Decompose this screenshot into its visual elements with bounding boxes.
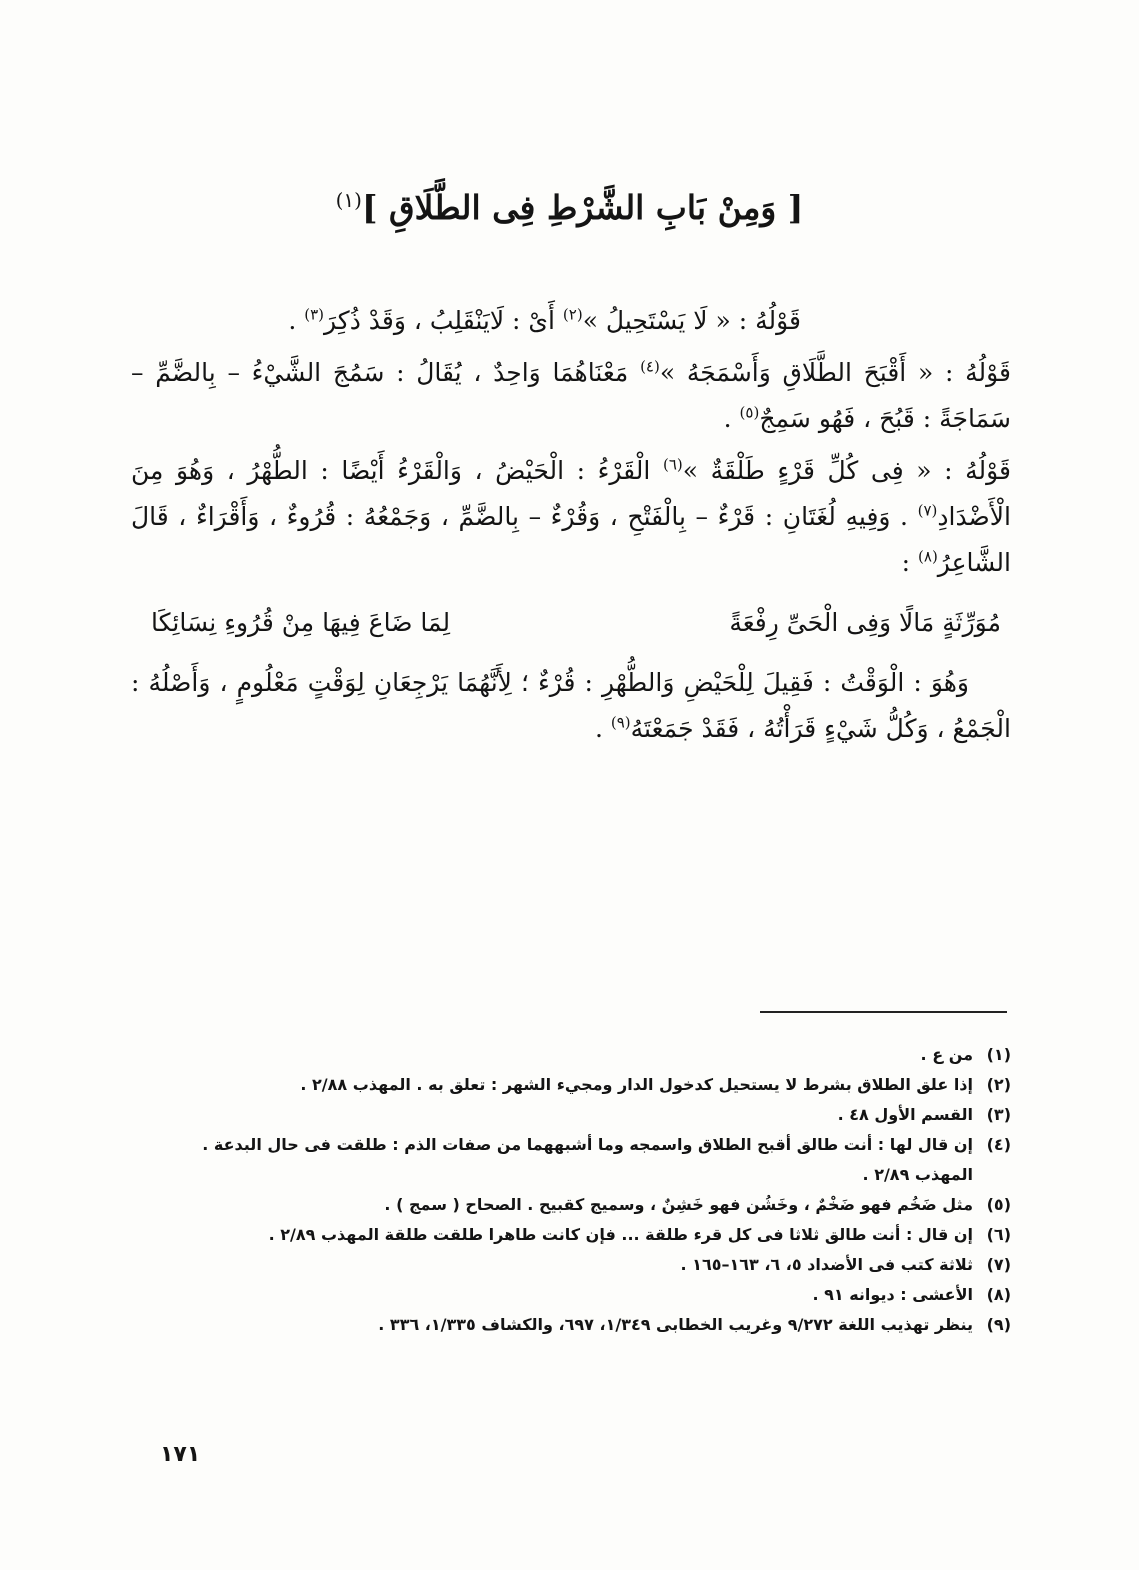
footnote-4 <box>131 1130 1011 1190</box>
footnote-number: (٢) <box>986 1075 1011 1094</box>
footnote-ref-9[interactable]: (٩) <box>610 713 631 732</box>
section-title-text: [ وَمِنْ بَابِ الشَّرْطِ فِى الطَّلَاقِ ] <box>361 188 804 227</box>
footnote-ref-4[interactable]: (٤) <box>640 357 660 376</box>
footnote-ref-3[interactable]: (٣) <box>304 305 324 324</box>
paragraph-2 <box>131 350 1011 442</box>
footnote-ref-2[interactable]: (٢) <box>562 305 583 324</box>
footnote-number: (١) <box>986 1045 1011 1064</box>
footnote-number: (٤) <box>986 1135 1011 1154</box>
footnote-text: إن قال : أنت طالق ثلاثا فى كل قرء طلقة ... فإن كانت طاهرا طلقت طلقة المهذب ٢/٨٩ . <box>268 1225 973 1244</box>
paragraph-3 <box>131 448 1011 586</box>
paragraph-3-text-cont: . وَفِيهِ لُغَتَانِ : قَرْءٌ – بِالْفَتْحِ ، وَقُرْءٌ – بِالضَّمِّ ، وَجَمْعُهُ : قُرُوءٌ ، وَأَقْرَاءٌ ، قَالَ الشَّاعِرُ <box>131 502 1011 577</box>
paragraph-3-text: الْقَرْءُ : الْحَيْضُ ، وَالْقَرْءُ أَيْضًا : الطُّهْرُ ، وَهُوَ مِنَ الْأَضْدَادِ <box>131 456 1011 531</box>
footnote-text: إن قال لها : أنت طالق أقبح الطلاق واسمجه وما أشبههما من صفات الذم : طلقت فى حال البدعة . <box>202 1135 973 1154</box>
paragraph-4 <box>131 660 1011 752</box>
paragraph-4-text: وَهُوَ : الْوَقْتُ : فَقِيلَ لِلْحَيْضِ وَالطُّهْرِ : قُرْءٌ ؛ لِأَنَّهُمَا يَرْجِعَانِ لِوَقْتٍ مَعْلُومٍ ، وَأَصْلُهُ : الْجَمْعُ ، وَكُلُّ شَيْءٍ قَرَأْتُهُ ، فَقَدْ جَمَعْتَهُ <box>131 668 1011 743</box>
footnote-text: مثل ضَخُم فهو ضَخْمٌ ، وخَشُن فهو خَشِنٌ ، وسميج كقبيح . الصحاح ( سمج ) . <box>384 1195 973 1214</box>
poetry-verse <box>131 600 1011 650</box>
footnote-text: ينظر تهذيب اللغة ٩/٢٧٢ وغريب الخطابى ١/٣٤٩، ٦٩٧، والكشاف ١/٣٣٥، ٣٣٦ . <box>378 1315 973 1334</box>
footnote-number: (٩) <box>986 1315 1011 1334</box>
paragraph-3-end: : <box>901 548 919 577</box>
footnote-text: إذا علق الطلاق بشرط لا يستحيل كدخول الدار ومجيء الشهر : تعلق به . المهذب ٢/٨٨ . <box>300 1075 973 1094</box>
footnote-2 <box>131 1070 1011 1100</box>
paragraph-1-end: . <box>288 306 305 335</box>
paragraph-4-end: . <box>594 714 611 743</box>
footnote-ref-7[interactable]: (٧) <box>917 501 938 520</box>
page-number: ١٧١ <box>160 1442 201 1467</box>
footnote-5 <box>131 1190 1011 1220</box>
footnote-7 <box>131 1250 1011 1280</box>
paragraph-2-text: مَعْنَاهُمَا وَاحِدٌ ، يُقَالُ : سَمُجَ الشَّيْءُ – بِالضَّمِّ – سَمَاجَةً : قَبُحَ ، فَهُو سَمِجٌ <box>131 358 1011 433</box>
footnote-text-continuation: المهذب ٢/٨٩ . <box>862 1165 973 1184</box>
footnote-1 <box>131 1040 1011 1070</box>
footnote-number: (٦) <box>986 1225 1011 1244</box>
footnote-number: (٣) <box>986 1105 1011 1124</box>
footnotes <box>131 1040 1011 1340</box>
footnote-divider <box>760 1011 1007 1013</box>
footnote-text: القسم الأول ٤٨ . <box>837 1105 973 1124</box>
verse-second-hemistich: لِمَا ضَاعَ فِيهَا مِنْ قُرُوءِ نِسَائِكَا <box>151 608 451 637</box>
footnote-3 <box>131 1100 1011 1130</box>
footnote-text: الأعشى : ديوانه ٩١ . <box>812 1285 973 1304</box>
main-text <box>131 298 1011 758</box>
footnote-6 <box>131 1220 1011 1250</box>
paragraph-2-quote: قَوْلُهُ : « أَقْبَحَ الطَّلَاقِ وَأَسْمَجَهُ » <box>659 358 1011 387</box>
footnote-ref-6[interactable]: (٦) <box>662 455 683 474</box>
footnote-text: ثلاثة كتب فى الأضداد ٥، ٦، ١٦٣–١٦٥ . <box>680 1255 973 1274</box>
paragraph-3-quote: قَوْلُهُ : « فِى كُلِّ قَرْءٍ طَلْقَةٌ » <box>682 456 1012 485</box>
paragraph-1-quote: قَوْلُهُ : « لَا يَسْتَحِيلُ » <box>582 306 801 335</box>
paragraph-2-end: . <box>723 404 740 433</box>
footnote-ref-8[interactable]: (٨) <box>918 547 938 566</box>
footnote-ref-5[interactable]: (٥) <box>739 403 760 422</box>
footnote-number: (٨) <box>986 1285 1011 1304</box>
section-title-note: (١) <box>335 188 362 212</box>
section-title <box>0 188 1139 227</box>
footnote-8 <box>131 1280 1011 1310</box>
footnote-9 <box>131 1310 1011 1340</box>
footnote-text: من ع . <box>920 1045 973 1064</box>
paragraph-1-text: أَىْ : لَايَنْقَلِبُ ، وَقَدْ ذُكِرَ <box>324 306 563 335</box>
paragraph-1 <box>131 298 1011 344</box>
footnote-number: (٥) <box>986 1195 1011 1214</box>
verse-first-hemistich: مُوَرِّثَةٍ مَالًا وَفِى الْحَىِّ رِفْعَةً <box>729 608 1001 637</box>
footnote-number: (٧) <box>986 1255 1011 1274</box>
